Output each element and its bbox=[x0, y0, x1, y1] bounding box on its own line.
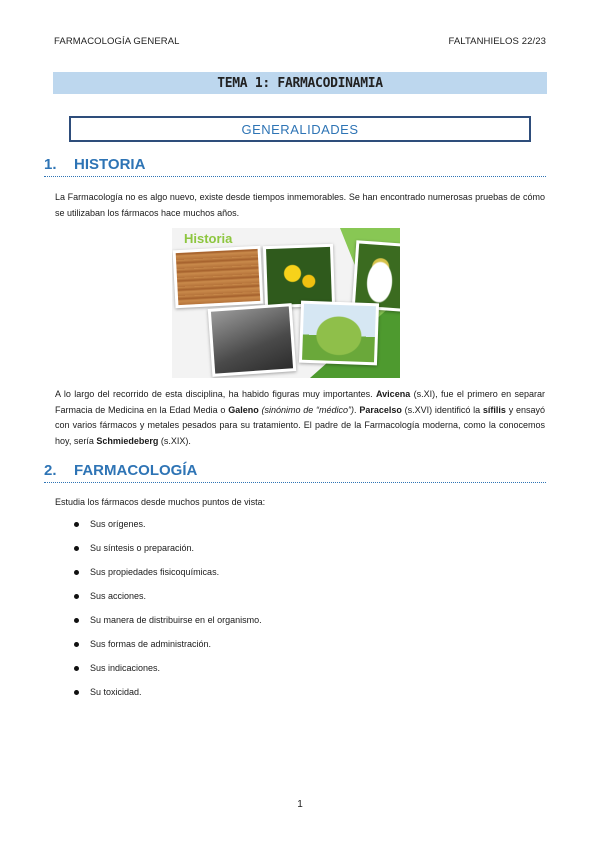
page-number: 1 bbox=[297, 799, 303, 810]
heading-historia bbox=[44, 156, 546, 177]
list-item: Sus acciones. bbox=[74, 591, 262, 615]
section-title: GENERALIDADES bbox=[69, 116, 531, 142]
list-item: Su manera de distribuirse en el organismo. bbox=[74, 615, 262, 639]
yellow-flower-photo bbox=[263, 244, 335, 308]
name-schmiedeberg: Schmiedeberg bbox=[96, 435, 159, 446]
topic-title: TEMA 1: FARMACODINAMIA bbox=[53, 72, 547, 94]
historia-intro: La Farmacología no es algo nuevo, existe desde tiempos inmemorables. Se han encontrado numerosas pruebas de cómo se utilizaban los fármacos hace muchos años. bbox=[55, 192, 545, 218]
header-author: FALTANHIELOS 22/23 bbox=[448, 36, 546, 47]
list-item: Sus orígenes. bbox=[74, 519, 262, 543]
header-subject: FARMACOLOGÍA GENERAL bbox=[54, 36, 180, 47]
name-avicena: Avicena bbox=[376, 389, 411, 399]
list-item: Su toxicidad. bbox=[74, 687, 262, 711]
list-item: Sus formas de administración. bbox=[74, 639, 262, 663]
heading-number: 2. bbox=[44, 462, 57, 479]
galeno-note: (sinónimo de “médico”) bbox=[261, 404, 355, 415]
list-item: Sus propiedades fisicoquímicas. bbox=[74, 567, 262, 591]
bullet-list bbox=[74, 519, 262, 711]
list-item: Su síntesis o preparación. bbox=[74, 543, 262, 567]
old-photo bbox=[208, 303, 297, 377]
heading-number: 1. bbox=[44, 156, 57, 173]
willow-tree-photo bbox=[299, 301, 379, 366]
farmacologia-intro: Estudia los fármacos desde muchos puntos de vista: bbox=[55, 497, 266, 507]
papyrus-photo bbox=[173, 246, 264, 309]
heading-text: FARMACOLOGÍA bbox=[74, 462, 198, 479]
list-item: Sus indicaciones. bbox=[74, 663, 262, 687]
historia-image bbox=[172, 228, 400, 378]
heading-farmacologia bbox=[44, 462, 546, 483]
heading-text: HISTORIA bbox=[74, 156, 146, 173]
term-sifilis: sífilis bbox=[482, 404, 506, 415]
image-label: Historia bbox=[184, 231, 233, 246]
orchid-photo bbox=[352, 240, 400, 311]
page-header bbox=[54, 36, 546, 47]
name-galeno: Galeno bbox=[228, 404, 259, 415]
historia-paragraph: A lo largo del recorrido de esta disciplina, ha habido figuras muy importantes. Avicena (s.XI), fue el primero en separar Farmacia de Medicina en la Edad Media o Galeno (sinónimo de “médico”). Paracelso (s.XVI) identificó la sífilis y ensayó con varios fármacos y metales pesados para su tratamiento. El padre de la Farmacología moderna, como la conocemos hoy, sería Schmiedeberg (s.XIX). bbox=[55, 389, 545, 446]
name-paracelso: Paracelso bbox=[359, 404, 402, 415]
